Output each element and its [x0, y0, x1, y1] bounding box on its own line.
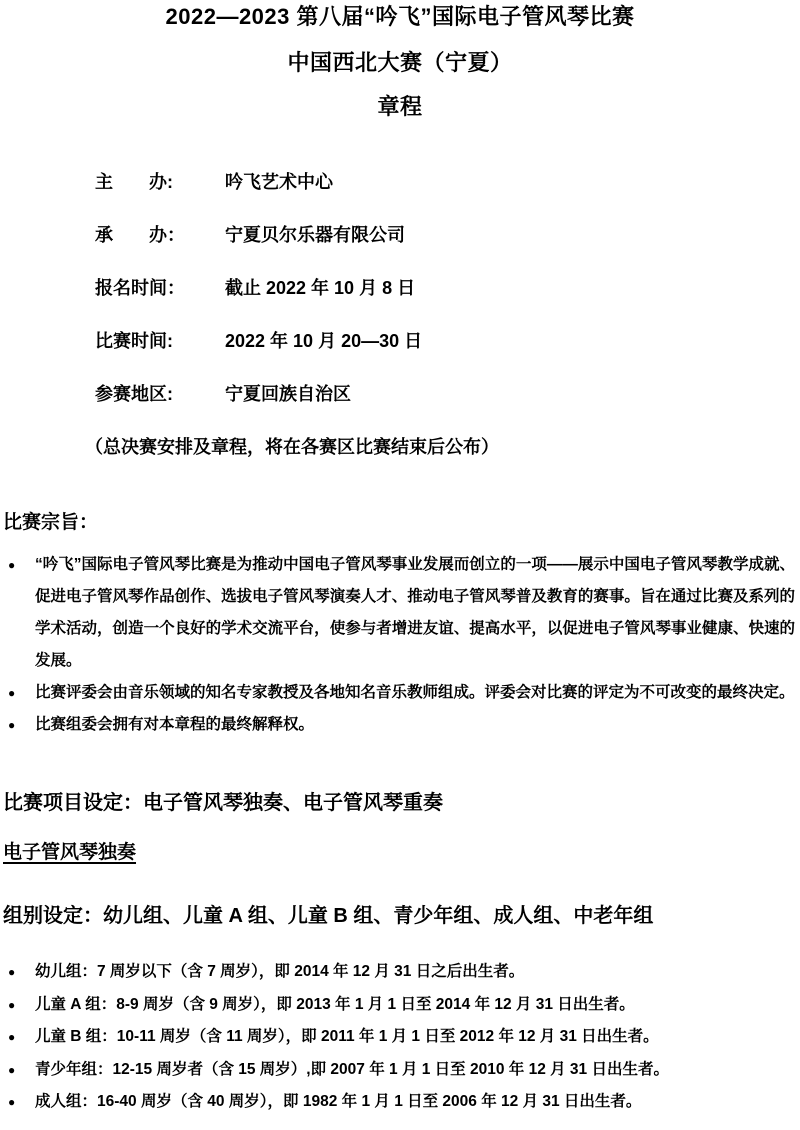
- group-item-adult: [0, 1086, 800, 1119]
- info-block: [0, 171, 800, 458]
- group-item-children-a-text: 儿童 A 组：8-9 周岁（含 9 周岁），即 2013 年 1 月 1 日至 2014 年 12 月 31 日出生者。: [35, 995, 635, 1013]
- purpose-list: [0, 549, 800, 741]
- group-item-adult-text: 成人组：16-40 周岁（含 40 周岁），即 1982 年 1 月 1 日至 2006 年 12 月 31 日出生者。: [35, 1093, 642, 1110]
- purpose-item-jury: [0, 677, 800, 709]
- info-label-undertaker: 承 办：: [95, 225, 185, 245]
- info-row-organizer: [0, 171, 800, 193]
- bullet-icon: ●: [8, 997, 16, 1012]
- group-item-children-b: [0, 1021, 800, 1054]
- group-item-children-b-text: 儿童 B 组：10-11 周岁（含 11 周岁），即 2011 年 1 月 1 日至 2012 年 12 月 31 日出生者。: [35, 1028, 659, 1045]
- info-label-registration-deadline: 报名时间：: [95, 278, 185, 298]
- info-label-organizer: 主 办:: [95, 172, 173, 192]
- purpose-item-mission: [0, 549, 800, 677]
- info-row-region: [0, 383, 800, 405]
- info-row-undertaker: [0, 224, 800, 246]
- info-label-competition-time: 比赛时间:: [95, 331, 173, 351]
- bullet-icon: ●: [8, 718, 16, 732]
- info-value-competition-time: 2022 年 10 月 20—30 日: [225, 331, 423, 351]
- group-item-preschool: [0, 956, 800, 989]
- info-value-organizer: 吟飞艺术中心: [225, 172, 333, 192]
- group-item-preschool-text: 幼儿组：7 周岁以下（含 7 周岁），即 2014 年 12 月 31 日之后出生者。: [35, 963, 525, 980]
- groups-heading: 组别设定：幼儿组、儿童 A 组、儿童 B 组、青少年组、成人组、中老年组: [3, 905, 654, 927]
- group-item-children-a: [0, 989, 800, 1022]
- title-line-3: 章程: [377, 94, 423, 119]
- info-value-region: 宁夏回族自治区: [225, 384, 351, 404]
- groups-list: [0, 956, 800, 1119]
- purpose-item-mission-text: “吟飞”国际电子管风琴比赛是为推动中国电子管风琴事业发展而创立的一项——展示中国电子管风琴教学成就、促进电子管风琴作品创作、选拔电子管风琴演奏人才、推动电子管风琴普及教育的赛事。旨在通过比赛及系列的学术活动，创造一个良好的学术交流平台，使参与者增进友谊、提高水平，以促进电子管风琴事业健康、快速的发展。: [35, 556, 795, 669]
- bullet-icon: ●: [8, 965, 16, 979]
- title-line-1: 2022—2023 第八届“吟飞”国际电子管风琴比赛: [165, 4, 635, 29]
- title-line-2: 中国西北大赛（宁夏）: [287, 50, 513, 75]
- purpose-item-interpretation: [0, 709, 800, 741]
- finals-note: （总决赛安排及章程，将在各赛区比赛结束后公布）: [85, 437, 499, 457]
- bullet-icon: ●: [8, 686, 16, 700]
- bullet-icon: ●: [8, 1030, 16, 1044]
- info-value-registration-deadline: 截止 2022 年 10 月 8 日: [225, 278, 416, 298]
- group-item-youth-text: 青少年组：12-15 周岁者（含 15 周岁）,即 2007 年 1 月 1 日至 2010 年 12 月 31 日出生者。: [35, 1060, 669, 1078]
- bullet-icon: ●: [8, 558, 16, 572]
- info-label-region: 参赛地区:: [95, 384, 173, 404]
- bullet-icon: ●: [8, 1095, 16, 1109]
- bullet-icon: ●: [8, 1062, 16, 1077]
- info-row-competition-time: [0, 330, 800, 352]
- purpose-item-jury-text: 比赛评委会由音乐领域的知名专家教授及各地知名音乐教师组成。评委会对比赛的评定为不可改变的最终决定。: [35, 684, 795, 701]
- purpose-heading: 比赛宗旨：: [3, 512, 99, 533]
- events-heading: 比赛项目设定：电子管风琴独奏、电子管风琴重奏: [3, 792, 443, 814]
- events-subheading-solo: 电子管风琴独奏: [3, 842, 137, 863]
- info-value-undertaker: 宁夏贝尔乐器有限公司: [225, 225, 405, 245]
- group-item-youth: [0, 1054, 800, 1087]
- purpose-item-interpretation-text: 比赛组委会拥有对本章程的最终解释权。: [35, 716, 315, 733]
- info-row-registration-deadline: [0, 277, 800, 299]
